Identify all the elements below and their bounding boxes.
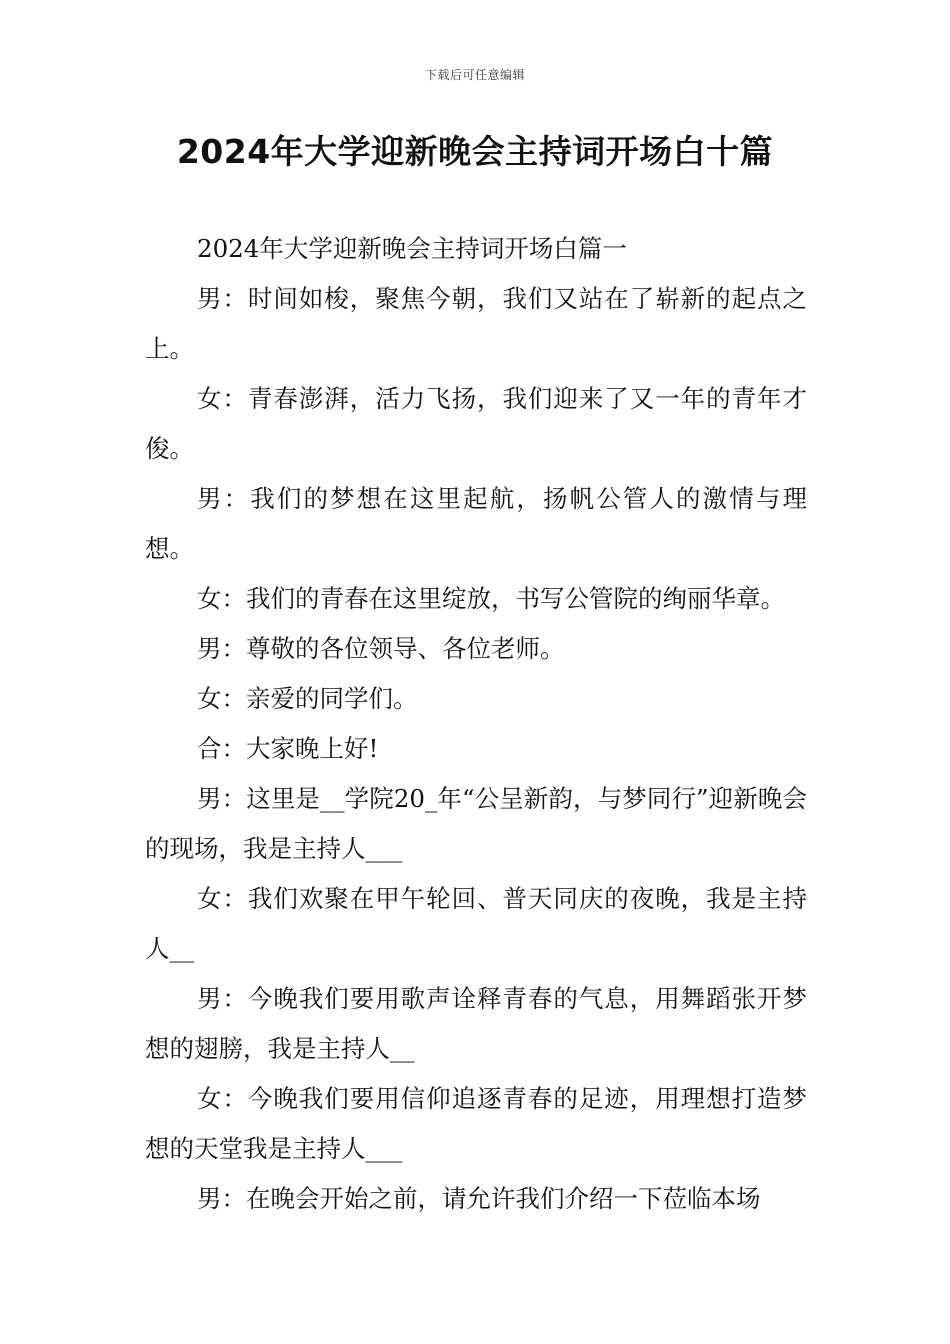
document-body: [145, 224, 807, 1224]
header-note: 下载后可任意编辑: [424, 68, 525, 82]
paragraph: 男：时间如梭，聚焦今朝，我们又站在了崭新的起点之上。: [145, 284, 807, 363]
document-title: 2024年大学迎新晚会主持词开场白十篇: [176, 132, 774, 171]
paragraph: 女：今晚我们要用信仰追逐青春的足迹，用理想打造梦想的天堂我是主持人___: [145, 1084, 807, 1163]
section-heading: 2024年大学迎新晚会主持词开场白篇一: [197, 234, 627, 263]
paragraph: 女：青春澎湃，活力飞扬，我们迎来了又一年的青年才俊。: [145, 384, 807, 463]
paragraph: 女：我们的青春在这里绽放，书写公管院的绚丽华章。: [197, 584, 785, 613]
paragraph: 合：大家晚上好!: [197, 734, 379, 763]
paragraph: 男：我们的梦想在这里起航，扬帆公管人的激情与理想。: [145, 484, 807, 563]
paragraph: 女：我们欢聚在甲午轮回、普天同庆的夜晚，我是主持人__: [145, 884, 807, 963]
paragraph: 男：今晚我们要用歌声诠释青春的气息，用舞蹈张开梦想的翅膀，我是主持人__: [145, 984, 807, 1063]
paragraph: 男：尊敬的各位领导、各位老师。: [197, 634, 565, 663]
paragraph: 男：这里是__学院20_年“公呈新韵，与梦同行”迎新晚会的现场，我是主持人___: [145, 784, 807, 863]
paragraph: 男：在晚会开始之前，请允许我们介绍一下莅临本场: [197, 1184, 761, 1213]
paragraph: 女：亲爱的同学们。: [197, 684, 418, 713]
